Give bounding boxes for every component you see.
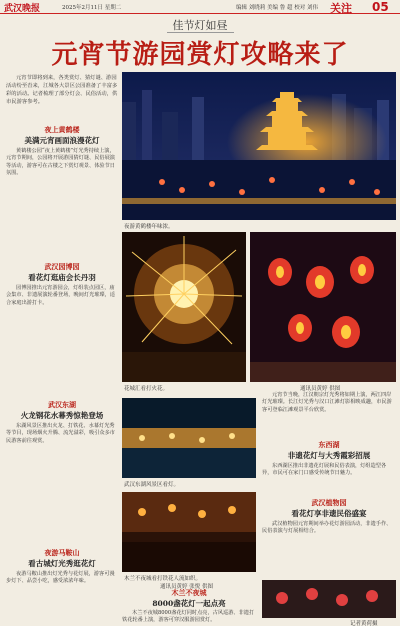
night-skyline-image bbox=[122, 72, 396, 220]
section-title: 非遗花灯与大秀霞彩招展 bbox=[287, 451, 371, 460]
caption-photo-4: 武汉东湖风景区看灯。 bbox=[124, 482, 180, 488]
kicker-text: 佳节灯如昼 bbox=[167, 19, 234, 33]
masthead-logo: 武汉晚报 bbox=[4, 4, 41, 14]
section-title: 关注 bbox=[330, 2, 352, 15]
photo-mulan-city bbox=[122, 492, 256, 572]
kicker bbox=[0, 17, 400, 33]
section-kicker: 夜上黄鹤楼 bbox=[44, 125, 80, 134]
east-lake-image bbox=[122, 398, 256, 478]
editors-line: 编辑 刘晓莉 美编 鲁 超 校对 刘伟 bbox=[236, 5, 318, 11]
section-block-7 bbox=[262, 498, 396, 536]
section-kicker: 武汉东湖 bbox=[48, 400, 76, 409]
right-column-text bbox=[262, 392, 396, 414]
caption-photo-6: 记者黄荷摄 bbox=[350, 621, 378, 626]
caption-photo-2: 花城汇看打火花。 bbox=[124, 386, 169, 392]
section-text: 夜游马鞍山推出灯光秀与花灯展，游客可漫步灯下、品尝小吃，感受浓浓年味。 bbox=[6, 571, 115, 585]
section-kicker: 东西湖 bbox=[318, 440, 340, 449]
caption-photo-5: 木兰不夜城看打铁花人流如织。 bbox=[124, 576, 202, 582]
section-text: 木兰不夜城8000盏花灯同时点亮，古风巡游、非遗打铁花轮番上演，游客可穿汉服游园赏灯。 bbox=[122, 610, 255, 624]
section-kicker: 夜游马鞍山 bbox=[44, 548, 80, 557]
lanterns-image bbox=[250, 232, 396, 382]
dateline: 2025年2月11日 星期二 bbox=[62, 5, 122, 11]
section-text: 东西湖区推出非遗花灯展和民俗表演，灯组造型各异，市民可在家门口感受传统节日魅力。 bbox=[262, 463, 387, 477]
photo-yellow-crane-tower bbox=[122, 72, 396, 220]
mulan-city-image bbox=[122, 492, 256, 572]
photo-fire-dragon bbox=[122, 232, 246, 382]
caption-photo-5-credit: 通讯员黄婷 张悦 供图 bbox=[160, 584, 213, 590]
caption-photo-1: 夜游黄鹤楼年味浓。 bbox=[124, 224, 174, 230]
botanical-image bbox=[262, 580, 396, 618]
photo-east-lake bbox=[122, 398, 256, 478]
section-title: 8000盏花灯一起点亮 bbox=[152, 599, 226, 608]
section-title: 看花灯享非遗民俗盛宴 bbox=[291, 509, 367, 518]
section-block-1 bbox=[6, 125, 118, 178]
page-number: 05 bbox=[372, 0, 389, 14]
section-block-4 bbox=[6, 548, 118, 586]
section-kicker: 武汉植物园 bbox=[311, 498, 347, 507]
section-text: 园博园推出元宵游园会，灯组装点园区，庙会集市、非遗展演轮番登场，晚间灯光璀璨，适合家庭出游打卡。 bbox=[6, 285, 115, 306]
photo-botanical-garden bbox=[262, 580, 396, 618]
section-kicker: 武汉园博园 bbox=[44, 262, 80, 271]
section-title: 火龙钢花水幕秀惊艳登场 bbox=[20, 411, 104, 420]
caption-photo-3: 通讯员黄婷 供图 bbox=[300, 386, 341, 392]
section-block-5 bbox=[122, 588, 256, 625]
section-block-3 bbox=[6, 400, 118, 445]
section-block-2 bbox=[6, 262, 118, 307]
section-text: 黄鹤楼公园“夜上黄鹤楼”灯光秀持续上演，元宵节期间，公园将开展游园猜灯谜、民俗展演等活动，游客可在古楼之下赏灯观景、体验节日氛围。 bbox=[6, 148, 115, 177]
lead-paragraph: 元宵节即将到来，各类赏灯、猜灯谜、游园活动纷至沓来，江城各大景区公园准备了丰富多彩的活动。记者梳理了部分灯会、民俗活动，供市民游客参考。 bbox=[6, 75, 118, 105]
headline: 元宵节游园赏灯攻略来了 bbox=[51, 40, 349, 70]
fire-image bbox=[122, 232, 246, 382]
photo-lanterns bbox=[250, 232, 396, 382]
section-text: 东湖风景区推出火龙、打铁花、水幕灯光秀等节目，现场烟火升腾、流光溢彩，吸引众多市民游客前往观赏。 bbox=[6, 423, 115, 444]
section-text: 武汉植物园元宵期间举办花灯游园活动，非遗手作、民俗表演与灯展相结合。 bbox=[262, 521, 392, 535]
section-title: 看花灯逛庙会长丹羽 bbox=[28, 273, 96, 282]
section-title: 美满元宵画面浪漫花灯 bbox=[24, 136, 100, 145]
section-block-6 bbox=[262, 440, 396, 478]
right-text: 元宵节当晚，江汉朝宗灯光秀将如期上演，两江四岸灯光璀璨。长江灯光秀与汉口江滩灯影相映成趣，市民游客可登临江滩观景平台欣赏。 bbox=[262, 392, 392, 413]
section-title: 看古城灯光秀逛花灯 bbox=[28, 559, 96, 568]
section-kicker: 木兰不夜城 bbox=[171, 588, 207, 597]
